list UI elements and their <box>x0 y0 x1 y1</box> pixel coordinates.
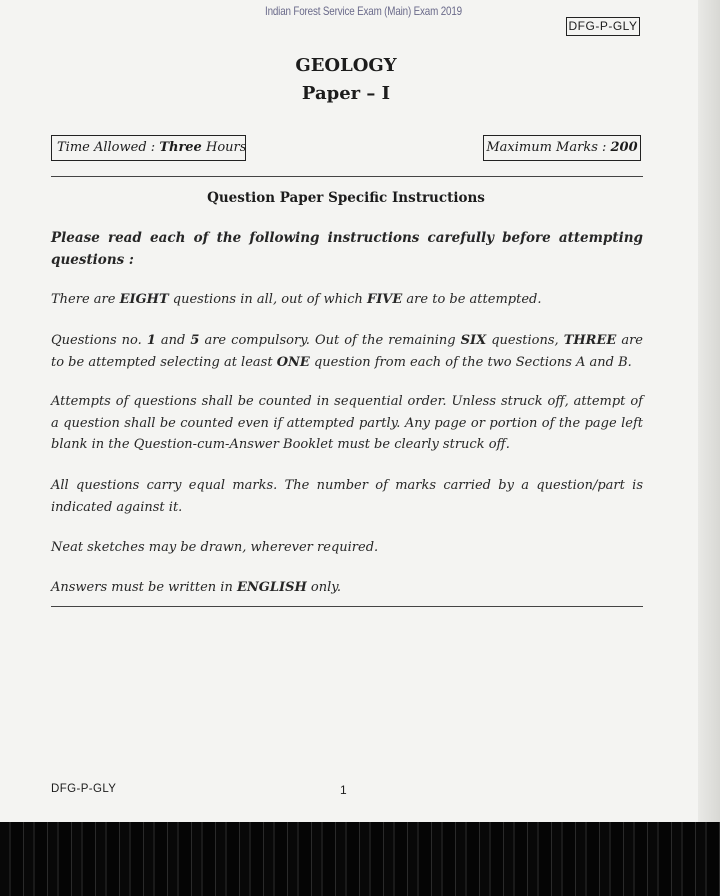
divider-top <box>51 176 643 177</box>
instructions-heading: Question Paper Specific Instructions <box>207 190 485 206</box>
page-number: 1 <box>340 783 347 797</box>
text-run: questions in all, out of which <box>168 292 367 307</box>
text-run-bold: SIX <box>460 333 487 348</box>
footer-paper-code: DFG-P-GLY <box>51 783 117 795</box>
text-run: Answers must be written in <box>51 580 237 595</box>
text-run: are to be attempted selecting at least <box>51 333 643 370</box>
instruction-paragraph-5: Neat sketches may be drawn, wherever required. <box>51 540 379 555</box>
time-allowed-box <box>51 135 246 161</box>
marks-label: Maximum Marks : <box>486 140 611 155</box>
text-run-bold: ENGLISH <box>236 580 307 595</box>
text-run: and <box>155 333 191 348</box>
marks-value: 200 <box>610 140 638 155</box>
lead-instruction <box>51 228 643 271</box>
text-run: Questions no. <box>51 333 147 348</box>
text-run-bold: 5 <box>190 333 200 348</box>
text-run: are compulsory. Out of the remaining <box>199 333 461 348</box>
text-run: There are <box>51 292 120 307</box>
text-run-bold: 1 <box>146 333 156 348</box>
divider-bottom <box>51 606 643 607</box>
text-run: questions, <box>486 333 564 348</box>
instruction-paragraph-1 <box>51 289 643 311</box>
lead-line-1: Please read each of the following instructions carefully before attempting <box>51 230 643 246</box>
text-run: are to be attempted. <box>402 292 542 307</box>
time-label: Time Allowed : <box>57 140 160 155</box>
text-run-bold: FIVE <box>366 292 403 307</box>
text-run-bold: EIGHT <box>119 292 169 307</box>
watermark-text: Indian Forest Service Exam (Main) Exam 2019 <box>265 4 462 18</box>
time-unit: Hours <box>201 140 247 155</box>
instruction-paragraph-3: Attempts of questions shall be counted in sequential order. Unless struck off, attempt of a question shall be counted even if attempted partly. Any page or portion of the page left blank in the Question-cum-Answer Booklet must be clearly struck off. <box>51 394 643 452</box>
text-run-bold: ONE <box>276 354 310 370</box>
instruction-paragraph-4: All questions carry equal marks. The number of marks carried by a question/part is indicated against it. <box>51 478 643 515</box>
time-value: Three <box>159 140 202 155</box>
text-run-bold: THREE <box>563 333 617 348</box>
text-run: only. <box>306 580 342 595</box>
text-run: question from each of the two Sections A and B. <box>309 354 632 370</box>
scan-edge <box>698 0 720 822</box>
paper-title: Paper – I <box>301 83 391 104</box>
subject-title: GEOLOGY <box>295 55 397 76</box>
instruction-paragraph-6 <box>51 577 643 599</box>
maximum-marks-box <box>483 135 641 161</box>
scan-bottom-band <box>0 822 720 896</box>
lead-line-2: questions : <box>51 251 134 268</box>
instruction-paragraph-2 <box>51 330 643 373</box>
paper-code-box: DFG-P-GLY <box>566 17 640 36</box>
